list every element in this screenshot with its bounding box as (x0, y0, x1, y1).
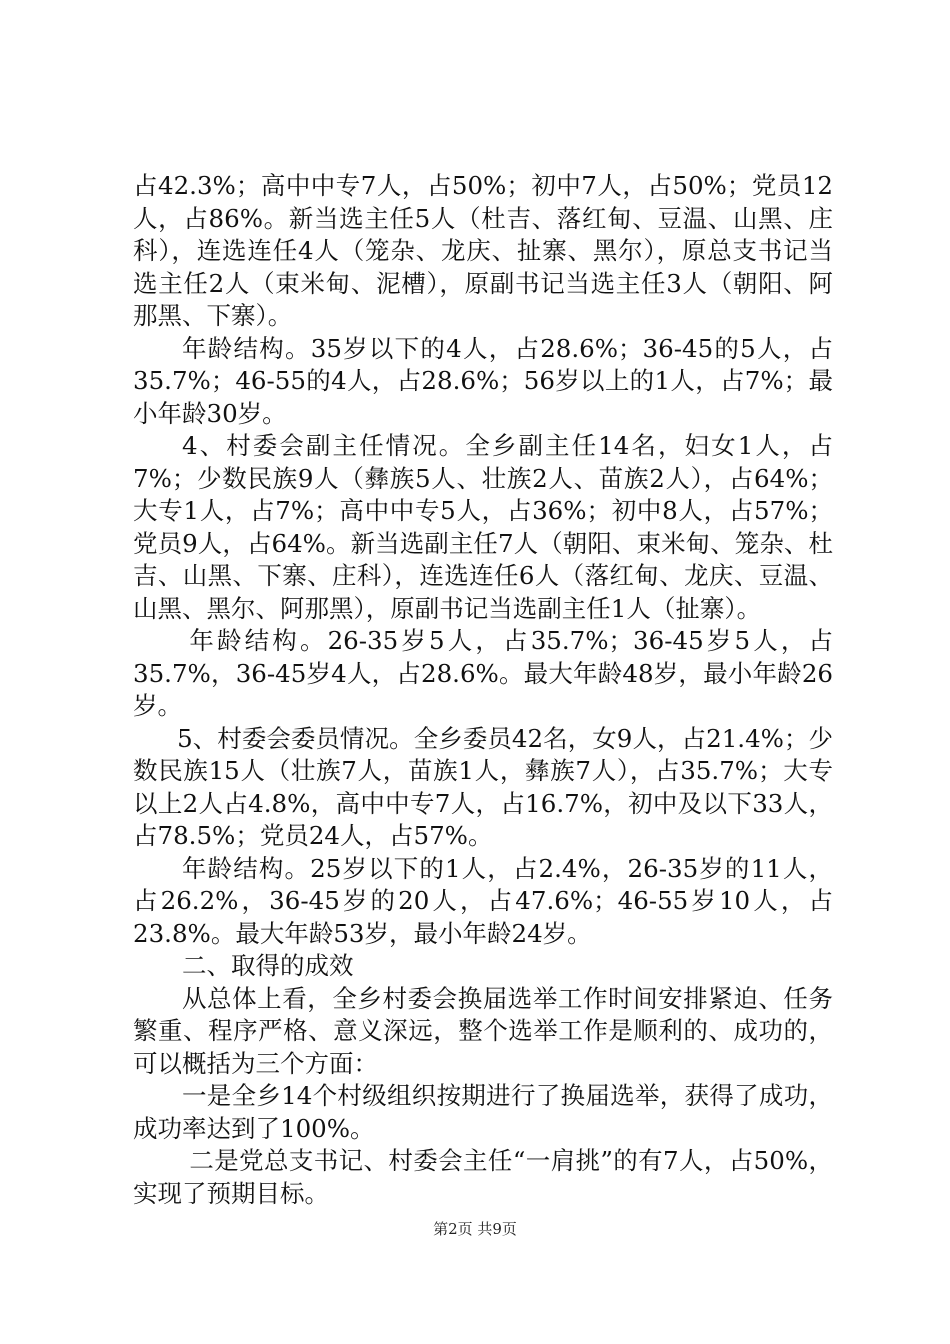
paragraph-committee-member-stats: 5、村委会委员情况。全乡委员42名，女9人，占21.4%；少数民族15人（壮族7人，苗族1人，彝族7人），占35.7%；大专以上2人占4.8%，高中中专7人，占16.7%，初中及以下33人，占78.5%；党员24人，占57%。 (133, 723, 834, 850)
paragraph-point-one: 一是全乡14个村级组织按期进行了换届选举，获得了成功，成功率达到了100%。 (133, 1081, 833, 1143)
paragraph-deputy-director-stats: 4、村委会副主任情况。全乡副主任14名，妇女1人，占7%；少数民族9人（彝族5人、壮族2人、苗族2人），占64%；大专1人，占7%；高中中专5人，占36%；初中8人，占57%；党员9人，占64%。新当选副主任7人（朝阳、束米甸、笼杂、杜吉、山黑、下寨、庄科），连选连任6人（落红甸、龙庆、豆温、山黑、黑尔、阿那黑），原副书记当选副主任1人（扯寨）。 (133, 431, 833, 623)
paragraph-point-two: 二是党总支书记、村委会主任“一肩挑”的有7人，占50%，实现了预期目标。 (133, 1146, 833, 1208)
paragraph-overall-summary: 从总体上看，全乡村委会换届选举工作时间安排紧迫、任务繁重、程序严格、意义深远，整个选举工作是顺利的、成功的，可以概括为三个方面： (133, 983, 833, 1078)
paragraph-director-stats: 占42.3%；高中中专7人，占50%；初中7人，占50%；党员12人，占86%。新当选主任5人（杜吉、落红甸、豆温、山黑、庄科），连选连任4人（笼杂、龙庆、扯寨、黑尔），原总支书记当选主任2人（束米甸、泥槽），原副书记当选主任3人（朝阳、阿那黑、下寨）。 (133, 171, 833, 330)
paragraph-director-age: 年龄结构。35岁以下的4人，占28.6%；36-45的5人，占35.7%；46-55的4人，占28.6%；56岁以上的1人，占7%；最小年龄30岁。 (133, 333, 833, 428)
page-number-footer: 第2页 共9页 (433, 1220, 517, 1238)
document-body (133, 170, 833, 1210)
paragraph-deputy-director-age: 年龄结构。26-35岁5人，占35.7%；36-45岁5人，占35.7%，36-45岁4人，占28.6%。最大年龄48岁，最小年龄26岁。 (133, 626, 833, 720)
section-heading-achievements: 二、取得的成效 (182, 951, 354, 980)
paragraph-committee-member-age: 年龄结构。25岁以下的1人，占2.4%，26-35岁的11人，占26.2%，36-45岁的20人，占47.6%；46-55岁10人，占23.8%。最大年龄53岁，最小年龄24岁。 (133, 853, 833, 948)
